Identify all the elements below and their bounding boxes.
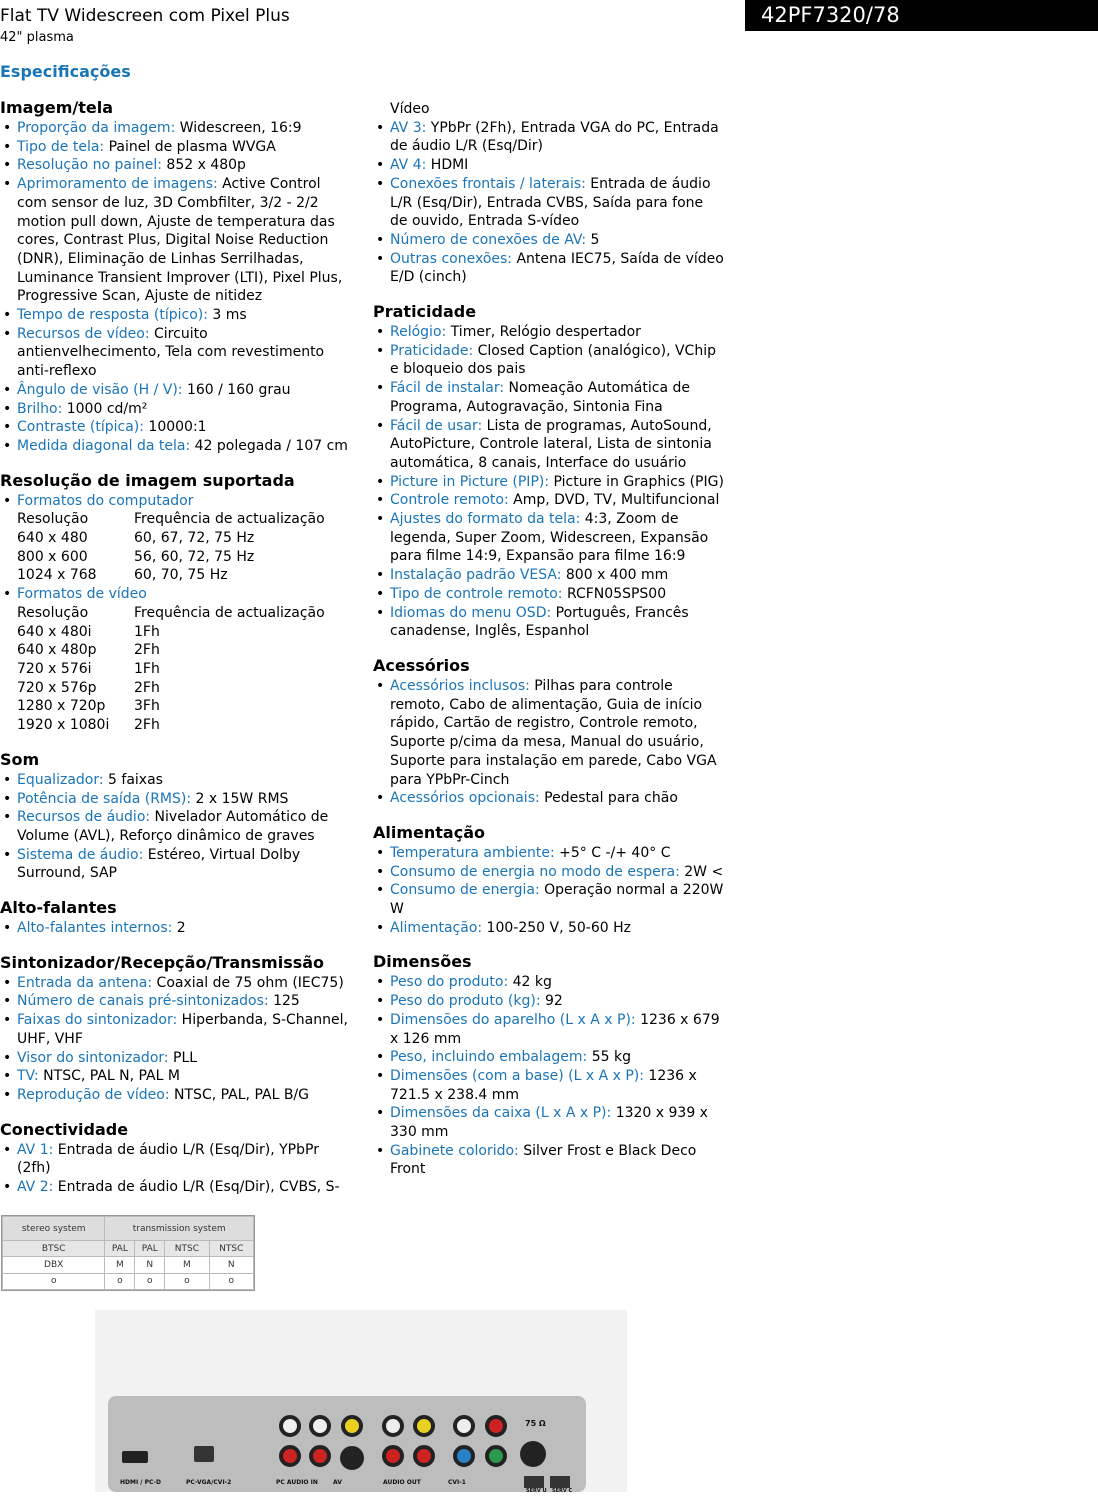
spec-value: Painel de plasma WVGA xyxy=(104,138,276,155)
spec-value: Coaxial de 75 ohm (IEC75) xyxy=(152,974,344,991)
table-cell: N xyxy=(209,1257,253,1273)
section-title: Dimensões xyxy=(373,952,472,972)
spec-value: 2W < xyxy=(679,863,724,880)
spec-label: Número de canais pré-sintonizados: xyxy=(17,993,269,1010)
list-item xyxy=(0,1141,352,1178)
spec-value: NTSC, PAL N, PAL M xyxy=(38,1068,180,1085)
hdmi-port-icon xyxy=(122,1451,148,1463)
list-item xyxy=(373,417,725,473)
video-formats-table: Resolução Frequência de actualização 640 x 480i 1Fh 640 x 480p 2Fh 720 x 576i 1Fh 720 x 576p 2Fh 1280 x 720p 3Fh 1920 x 1080i 2Fh xyxy=(17,604,352,735)
table-row xyxy=(17,529,352,548)
spec-value: 4:3, Zoom de legenda, Super Zoom, Widescreen, Expansão para filme 14:9, Expansão para filme 16:9 xyxy=(390,511,709,565)
spec-label: TV: xyxy=(17,1068,39,1085)
table-cell: 800 x 600 xyxy=(17,548,88,565)
list-item xyxy=(0,306,352,325)
list-item xyxy=(373,1048,725,1067)
stereo-system-table xyxy=(1,1215,255,1291)
list-item xyxy=(373,250,725,287)
spec-label: Alimentação: xyxy=(390,919,483,936)
spec-label: Consumo de energia no modo de espera: xyxy=(390,863,680,880)
spec-value: Circuito antienvelhecimento, Tela com revestimento anti-reflexo xyxy=(17,325,325,380)
connector-panel xyxy=(108,1396,586,1492)
list-item xyxy=(0,808,352,845)
table-cell: 720 x 576i xyxy=(17,660,92,677)
table-cell: NTSC xyxy=(165,1241,209,1257)
table-cell: 2Fh xyxy=(134,642,160,659)
list-item xyxy=(373,1104,725,1141)
list-item xyxy=(373,844,725,863)
spec-label: Alto-falantes internos: xyxy=(17,920,173,937)
spec-value: 92 xyxy=(540,993,563,1010)
spec-value: 55 kg xyxy=(587,1049,631,1066)
rca-red-icon xyxy=(384,1447,402,1465)
section-title: Imagem/tela xyxy=(0,98,114,117)
product-title: Flat TV Widescreen com Pixel Plus xyxy=(0,6,290,26)
spec-value: Amp, DVD, TV, Multifuncional xyxy=(508,492,720,509)
section-title: Resolução de imagem suportada xyxy=(0,470,295,490)
spec-label: Dimensões (com a base) (L x A x P): xyxy=(390,1067,644,1084)
spec-value: 42 kg xyxy=(508,974,552,991)
spec-value: Pedestal para chão xyxy=(539,790,678,807)
section-resolucao xyxy=(0,471,352,735)
list-item xyxy=(373,677,725,789)
spec-label: Entrada da antena: xyxy=(17,974,153,991)
spec-value: 5 xyxy=(586,231,600,248)
spec-label: Conexões frontais / laterais: xyxy=(390,175,586,192)
rca-red-icon xyxy=(487,1417,505,1435)
section-acessorios xyxy=(373,656,725,808)
panel-label: HDMI / PC-D xyxy=(120,1479,161,1486)
rca-white-icon xyxy=(311,1417,329,1435)
spec-label: AV 2: xyxy=(17,1179,54,1196)
spec-label: Fácil de usar: xyxy=(390,417,483,434)
rca-blue-icon xyxy=(455,1447,473,1465)
list-item xyxy=(0,919,352,938)
table-cell: M xyxy=(165,1257,209,1273)
list-item xyxy=(373,379,725,416)
spec-label: Outras conexões: xyxy=(390,250,513,267)
spec-label: Potência de saída (RMS): xyxy=(17,790,192,807)
spec-label: Proporção da imagem: xyxy=(17,120,176,136)
list-item xyxy=(373,585,725,604)
list-item xyxy=(373,156,725,175)
spec-value: Active Control com sensor de luz, 3D Combfilter, 3/2 - 2/2 motion pull down, Ajuste de temperatura das cores, Contrast Plus, Digital Noise Reduction (DNR), Eliminação de Linhas Serrilhadas, Luminance Transient Improver (LTI), Pixel Plus, Progressive Scan, Ajuste de nitidez xyxy=(17,176,343,305)
list-item xyxy=(373,510,725,566)
table-cell: 56, 60, 72, 75 Hz xyxy=(134,548,255,565)
table-cell: 60, 67, 72, 75 Hz xyxy=(134,530,255,547)
list-item xyxy=(373,566,725,585)
computer-formats-table: Resolução Frequência de actualização 640 x 480 60, 67, 72, 75 Hz 800 x 600 56, 60, 72, 75 Hz 1024 x 768 60, 70, 75 Hz xyxy=(17,510,352,585)
spec-value: +5° C -/+ 40° C xyxy=(554,844,671,861)
list-item: • Formatos de vídeo xyxy=(0,585,352,604)
section-imagem xyxy=(0,98,352,456)
spec-value: Português, Francês canadense, Inglês, Espanhol xyxy=(390,604,689,640)
list-item xyxy=(373,491,725,510)
table-row xyxy=(17,679,352,698)
list-item xyxy=(373,1142,725,1179)
list-item xyxy=(0,771,352,790)
spec-label: Tempo de resposta (típico): xyxy=(17,307,208,324)
spec-value: Timer, Relógio despertador xyxy=(446,324,641,341)
connector-panel-graphic xyxy=(108,1396,586,1492)
list-item xyxy=(0,846,352,883)
table-row xyxy=(3,1273,254,1289)
list-item-continuation: Vídeo xyxy=(390,101,430,117)
section-title: Acessórios xyxy=(373,655,470,675)
rca-white-icon xyxy=(455,1417,473,1435)
spec-value: 1320 x 939 x 330 mm xyxy=(390,1105,708,1141)
table-cell: 1024 x 768 xyxy=(17,567,97,584)
panel-label: SERV U xyxy=(526,1488,547,1492)
spec-label: Idiomas do menu OSD: xyxy=(390,604,552,621)
spec-value: 160 / 160 grau xyxy=(182,381,291,398)
section-title: Alimentação xyxy=(373,822,485,842)
spec-label: Controle remoto: xyxy=(390,492,509,509)
spec-value: HDMI xyxy=(426,157,469,174)
rca-red-icon xyxy=(311,1447,329,1465)
service-port-icon xyxy=(524,1476,544,1488)
spec-value: Widescreen, 16:9 xyxy=(175,120,302,136)
section-title: Som xyxy=(0,749,40,769)
spec-label: Faixas do sintonizador: xyxy=(17,1012,178,1029)
panel-label: PC AUDIO IN xyxy=(276,1479,318,1486)
table-cell: 1280 x 720p xyxy=(17,698,106,715)
spec-label: Praticidade: xyxy=(390,342,474,359)
table-cell: N xyxy=(135,1257,165,1273)
table-row xyxy=(17,623,352,642)
table-row xyxy=(17,697,352,716)
spec-label: Contraste (típica): xyxy=(17,419,144,436)
spec-value: NTSC, PAL, PAL B/G xyxy=(169,1086,309,1103)
table-row xyxy=(17,548,352,567)
spec-value: 42 polegada / 107 cm xyxy=(190,437,348,454)
list-item xyxy=(373,881,725,918)
spec-value: YPbPr (2Fh), Entrada VGA do PC, Entrada de áudio L/R (Esq/Dir) xyxy=(390,119,719,155)
spec-label: Peso do produto: xyxy=(390,974,509,991)
spec-label: Dimensões da caixa (L x A x P): xyxy=(390,1105,612,1122)
spec-label: Acessórios inclusos: xyxy=(390,677,530,694)
list-item xyxy=(0,974,352,993)
list-item xyxy=(373,973,725,992)
table-row xyxy=(17,641,352,660)
section-title: Alto-falantes xyxy=(0,898,117,918)
spec-value: Entrada de áudio L/R (Esq/Dir), CVBS, S- xyxy=(53,1179,340,1196)
section-title: Praticidade xyxy=(373,302,477,322)
table-cell: o xyxy=(165,1273,209,1289)
list-item xyxy=(373,323,725,342)
section-conectividade xyxy=(0,1120,352,1197)
spec-value: 100-250 V, 50-60 Hz xyxy=(482,919,631,936)
spec-value: Antena IEC75, Saída de vídeo E/D (cinch) xyxy=(390,250,724,286)
table-cell: 640 x 480i xyxy=(17,623,92,640)
spec-value: PLL xyxy=(168,1049,198,1066)
list-item xyxy=(0,1178,352,1197)
vga-port-icon xyxy=(194,1446,214,1462)
section-alto-falantes xyxy=(0,898,352,938)
list-item xyxy=(0,381,352,400)
spec-label: Recursos de vídeo: xyxy=(17,325,150,342)
spec-label: Relógio: xyxy=(390,324,447,341)
spec-label: Ângulo de visão (H / V): xyxy=(17,381,183,398)
spec-label: Reprodução de vídeo: xyxy=(17,1086,170,1103)
spec-label: Instalação padrão VESA: xyxy=(390,567,562,584)
list-item xyxy=(373,992,725,1011)
spec-label: Fácil de instalar: xyxy=(390,380,505,397)
table-cell: o xyxy=(209,1273,253,1289)
section-title: Conectividade xyxy=(0,1119,129,1139)
list-item xyxy=(373,1067,725,1104)
table-cell: o xyxy=(105,1273,135,1289)
table-cell: NTSC xyxy=(209,1241,253,1257)
rca-yellow-icon xyxy=(343,1417,361,1435)
list-item xyxy=(0,418,352,437)
spec-label: Recursos de áudio: xyxy=(17,809,151,826)
rca-green-icon xyxy=(487,1447,505,1465)
list-item xyxy=(0,138,352,157)
spec-label: Aprimoramento de imagens: xyxy=(17,176,218,193)
table-cell: 60, 70, 75 Hz xyxy=(134,567,228,584)
spec-value: Entrada de áudio L/R (Esq/Dir), Entrada CVBS, Saída para fone de ouvido, Entrada S-vídeo xyxy=(390,175,711,230)
spec-value: 125 xyxy=(268,993,300,1010)
spec-label: Sistema de áudio: xyxy=(17,846,144,863)
list-item xyxy=(0,1086,352,1105)
spec-label: Dimensões do aparelho (L x A x P): xyxy=(390,1011,636,1028)
section-praticidade xyxy=(373,302,725,641)
spec-value: 1000 cd/m² xyxy=(62,400,148,417)
spec-label: Acessórios opcionais: xyxy=(390,790,540,807)
table-cell: 720 x 576p xyxy=(17,679,97,696)
spec-label: Gabinete colorido: xyxy=(390,1142,519,1159)
list-item xyxy=(0,1049,352,1068)
spec-value: 852 x 480p xyxy=(161,157,246,174)
spec-label: Tipo de controle remoto: xyxy=(390,585,563,602)
table-cell: o xyxy=(135,1273,165,1289)
spec-label: Ajustes do formato da tela: xyxy=(390,511,581,528)
spec-label: Visor do sintonizador: xyxy=(17,1049,169,1066)
list-item xyxy=(373,789,725,808)
spec-value: Hiperbanda, S-Channel, UHF, VHF xyxy=(17,1012,348,1047)
specifications-heading: Especificações xyxy=(0,62,131,81)
spec-value: Pilhas para controle remoto, Cabo de alimentação, Guia de início rápido, Cartão de registro, Controle remoto, Suporte p/cima da mesa, Manual do usuário, Suporte para instalação em parede, Cabo VGA para YPbPr-Cinch xyxy=(390,677,717,788)
rca-red-icon xyxy=(415,1447,433,1465)
panel-label: CVI-1 xyxy=(448,1479,466,1486)
list-item xyxy=(373,175,725,231)
spec-value: Operação normal a 220W W xyxy=(390,882,724,918)
spec-value: Closed Caption (analógico), VChip e bloqueio dos pais xyxy=(390,342,716,378)
section-conectividade-cont xyxy=(373,100,725,287)
list-item xyxy=(0,790,352,809)
table-cell: 2Fh xyxy=(134,679,160,696)
list-item xyxy=(0,1011,352,1048)
table-row xyxy=(3,1241,254,1257)
list-item: • Formatos do computador xyxy=(0,492,352,511)
list-item xyxy=(0,1067,352,1086)
section-dimensoes xyxy=(373,952,725,1179)
service-port-icon xyxy=(550,1476,570,1488)
panel-label: AUDIO OUT xyxy=(383,1479,421,1486)
spec-label: Consumo de energia: xyxy=(390,882,540,899)
table-cell: BTSC xyxy=(3,1241,105,1257)
spec-label: Brilho: xyxy=(17,400,63,417)
spec-value: 1236 x 721.5 x 238.4 mm xyxy=(390,1067,697,1103)
list-item xyxy=(373,863,725,882)
table-cell: PAL xyxy=(135,1241,165,1257)
transmission-header: transmission system xyxy=(105,1217,254,1241)
list-item xyxy=(0,119,352,138)
section-alimentacao xyxy=(373,823,725,938)
panel-label: PC-VGA/CVI-2 xyxy=(186,1479,232,1486)
list-item xyxy=(0,325,352,381)
spec-label: Temperatura ambiente: xyxy=(390,844,555,861)
table-cell: 3Fh xyxy=(134,698,160,715)
list-item xyxy=(0,400,352,419)
table-row xyxy=(17,716,352,735)
spec-value: 2 xyxy=(172,920,186,937)
spec-value: Picture in Graphics (PIG) xyxy=(549,473,724,490)
list-item xyxy=(373,604,725,641)
spec-label: Medida diagonal da tela: xyxy=(17,437,191,454)
spec-value: 5 faixas xyxy=(103,771,163,788)
list-item xyxy=(373,119,725,156)
spec-value: RCFN05SPS00 xyxy=(562,585,667,602)
model-badge: 42PF7320/78 xyxy=(745,0,1098,31)
spec-value: Silver Frost e Black Deco Front xyxy=(390,1142,697,1178)
spec-label: Resolução no painel: xyxy=(17,157,162,174)
spec-value: 800 x 400 mm xyxy=(561,567,669,584)
spec-value: 1236 x 679 x 126 mm xyxy=(390,1011,720,1047)
spec-value: Nivelador Automático de Volume (AVL), Reforço dinâmico de graves xyxy=(17,809,329,844)
product-subtitle: 42" plasma xyxy=(0,30,74,45)
spec-label: Peso, incluindo embalagem: xyxy=(390,1049,588,1066)
table-row xyxy=(17,566,352,585)
spec-label: Número de conexões de AV: xyxy=(390,231,587,248)
stereo-header: stereo system xyxy=(3,1217,105,1241)
spec-value: 3 ms xyxy=(207,307,247,324)
section-sintonizador xyxy=(0,953,352,1105)
table-cell: 1Fh xyxy=(134,660,160,677)
spec-value: Nomeação Automática de Programa, Autogravação, Sintonia Fina xyxy=(390,380,690,415)
table-cell: M xyxy=(105,1257,135,1273)
rca-yellow-icon xyxy=(415,1417,433,1435)
spec-value: Entrada de áudio L/R (Esq/Dir), YPbPr (2fh) xyxy=(17,1141,319,1177)
spec-label: AV 1: xyxy=(17,1141,54,1158)
antenna-port-icon xyxy=(520,1441,546,1467)
svideo-port-icon xyxy=(340,1446,364,1470)
list-item xyxy=(373,1011,725,1048)
spec-label: Equalizador: xyxy=(17,771,104,788)
list-item xyxy=(373,473,725,492)
right-column xyxy=(373,100,725,1194)
section-som xyxy=(0,750,352,883)
list-item xyxy=(0,437,352,456)
list-item xyxy=(373,231,725,250)
table-cell: 640 x 480 xyxy=(17,530,88,547)
table-row xyxy=(17,660,352,679)
table-cell: 1Fh xyxy=(134,623,160,640)
table-cell: 2Fh xyxy=(134,717,160,734)
rca-white-icon xyxy=(384,1417,402,1435)
rca-white-icon xyxy=(281,1417,299,1435)
panel-label: 75 Ω xyxy=(525,1419,546,1428)
table-cell: 1920 x 1080i xyxy=(17,717,110,734)
table-cell: o xyxy=(3,1273,105,1289)
spec-value: 2 x 15W RMS xyxy=(191,790,289,807)
list-item xyxy=(0,156,352,175)
spec-label: Tipo de tela: xyxy=(17,138,105,155)
list-item xyxy=(0,175,352,306)
list-item xyxy=(0,992,352,1011)
panel-label: AV xyxy=(333,1479,342,1486)
panel-label: SERV C xyxy=(552,1488,573,1492)
table-row xyxy=(3,1257,254,1273)
left-column xyxy=(0,98,352,1212)
spec-value: Estéreo, Virtual Dolby Surround, SAP xyxy=(17,846,301,882)
spec-value: 10000:1 xyxy=(143,419,207,436)
table-cell: DBX xyxy=(3,1257,105,1273)
table-cell: 640 x 480p xyxy=(17,642,97,659)
spec-label: AV 4: xyxy=(390,157,427,174)
table-cell: PAL xyxy=(105,1241,135,1257)
list-item xyxy=(373,919,725,938)
section-title: Sintonizador/Recepção/Transmissão xyxy=(0,952,325,972)
rca-red-icon xyxy=(281,1447,299,1465)
spec-label: Picture in Picture (PIP): xyxy=(390,473,550,490)
spec-label: AV 3: xyxy=(390,119,427,136)
list-item xyxy=(373,342,725,379)
spec-label: Peso do produto (kg): xyxy=(390,993,541,1010)
spec-value: Lista de programas, AutoSound, AutoPicture, Controle lateral, Lista de sintonia automática, 8 canais, Interface do usuário xyxy=(390,417,712,471)
